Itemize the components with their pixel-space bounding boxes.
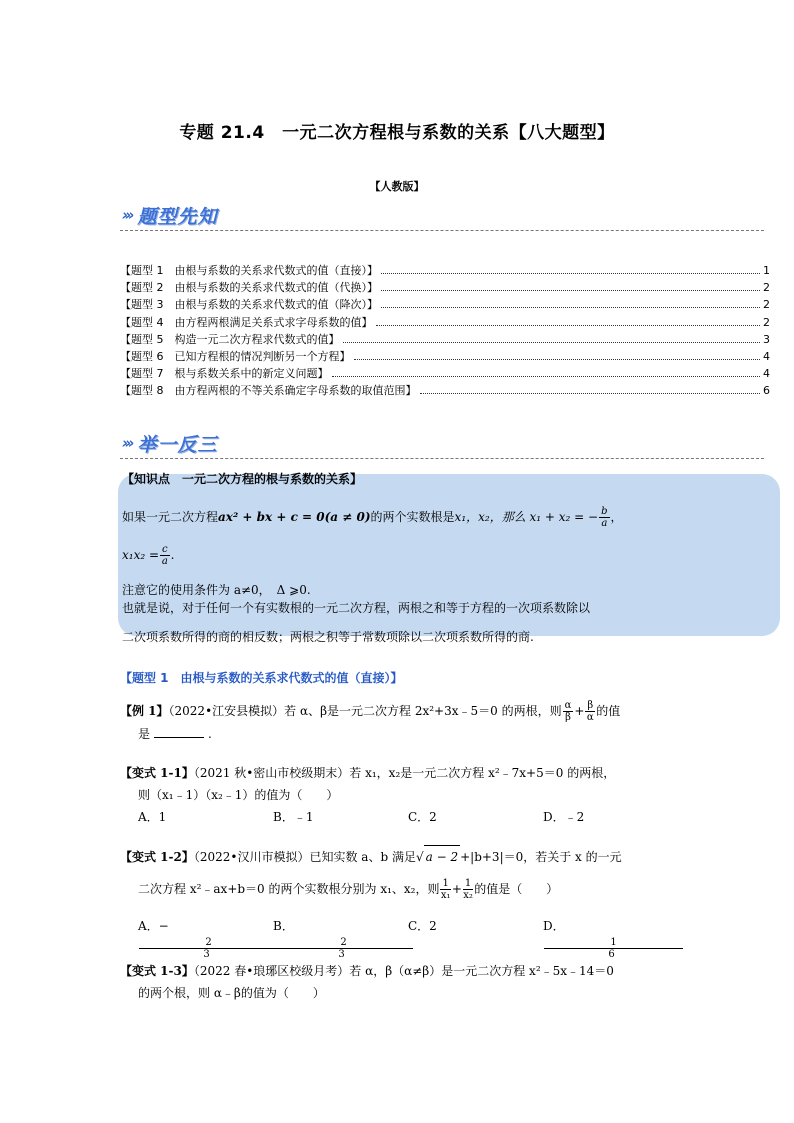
toc-item[interactable]: 【题型 8 由方程两根的不等关系确定字母系数的取值范围】 6 [120, 384, 770, 398]
knowledge-line-2: x₁x₂ = $\frac{c}{a}$ . [122, 544, 175, 567]
toc-item[interactable]: 【题型 5 构造一元二次方程求代数式的值】 3 [120, 332, 770, 346]
option-a[interactable]: A．− $\frac{2}{3}$ [138, 915, 273, 960]
knowledge-line-1: 如果一元二次方程ax² + bx + c = 0(a ≠ 0)的两个实数根是x₁，x₂，那么 x₁ + x₂ = − $\frac{b}{a}$ ， [122, 506, 623, 529]
section-title: 题型先知 [137, 205, 218, 228]
type1-heading: 【题型 1 由根与系数的关系求代数式的值（直接）】 [120, 671, 403, 685]
knowledge-line-5: 二次项系数所得的商的相反数；两根之积等于常数项除以二次项系数所得的商. [122, 630, 534, 644]
section-title: 举一反三 [137, 433, 218, 456]
section-header-practice [122, 430, 218, 456]
table-of-contents [120, 262, 770, 400]
option-d[interactable]: D． $\frac{1}{6}$ [543, 915, 678, 960]
toc-item[interactable]: 【题型 7 根与系数关系中的新定义问题】 4 [120, 367, 770, 381]
answer-blank[interactable] [154, 725, 204, 738]
options [120, 806, 770, 828]
arrows-icon: ››› [122, 206, 132, 224]
option-c[interactable]: C．2 [408, 810, 437, 824]
page-title: 专题 21.4 一元二次方程根与系数的关系【八大题型】 [179, 123, 615, 143]
toc-item[interactable]: 【题型 6 已知方程根的情况判断另一个方程】 4 [120, 350, 770, 364]
option-c[interactable]: C．2 [408, 919, 437, 933]
options [120, 915, 770, 960]
option-b[interactable]: B．﹣1 [273, 810, 314, 824]
knowledge-heading: 【知识点 一元二次方程的根与系数的关系】 [122, 472, 363, 486]
knowledge-line-4: 也就是说，对于任何一个有实数根的一元二次方程，两根之和等于方程的一次项系数除以 [122, 601, 591, 615]
option-b[interactable]: B． $\frac{2}{3}$ [273, 915, 408, 960]
variant-1-2: 【变式 1-2】（2022•汉川市模拟）已知实数 a、b 满足√ a − 2 +|b+3|＝0，若关于 x 的一元 二次方程 x²﹣ax+b＝0 的两个实数根分别为 x₁、x₂，则 $\frac{1}{\text{x₁}}$ + $\frac{1}{\text{x₂}}$ 的值是（ ） A．− $\frac{2}{3}$ B． $\frac{2}{3}$ C．2 D． $\frac{1}{6}$ [120, 845, 770, 960]
edition-label: 【人教版】 [369, 180, 425, 193]
option-d[interactable]: D．﹣2 [543, 810, 585, 824]
option-a[interactable]: A．1 [138, 810, 167, 824]
example-1: 【例 1】（2022•江安县模拟）若 α、β是一元二次方程 2x²+3x﹣5＝0 的两根，则 $\frac{\alpha}{\beta}$ + $\frac{\beta}{\alpha}$ 的值 是 . [120, 700, 621, 741]
knowledge-line-3: 注意它的使用条件为 a≠0， Δ ⩾0. [122, 583, 311, 597]
divider [120, 230, 764, 231]
variant-1-3: 【变式 1-3】（2022 春•琅琊区校级月考）若 α，β（α≠β）是一元二次方程 x²﹣5x﹣14＝0 的两个根，则 α﹣β的值为（ ） [120, 964, 614, 1000]
divider [120, 458, 764, 459]
arrows-icon: ››› [122, 434, 132, 452]
toc-item[interactable]: 【题型 2 由根与系数的关系求代数式的值（代换）】 2 [120, 281, 770, 295]
toc-item[interactable]: 【题型 4 由方程两根满足关系式求字母系数的值】 2 [120, 315, 770, 329]
toc-item[interactable]: 【题型 3 由根与系数的关系求代数式的值（降次）】 2 [120, 298, 770, 312]
variant-1-1: 【变式 1-1】（2021 秋•密山市校级期末）若 x₁，x₂是一元二次方程 x²﹣7x+5＝0 的两根， 则（x₁﹣1）（x₂﹣1）的值为（ ） A．1 B．﹣1 C．2 D．﹣2 [120, 762, 770, 828]
toc-item[interactable]: 【题型 1 由根与系数的关系求代数式的值（直接）】 1 [120, 264, 770, 277]
section-header-preview [122, 202, 218, 228]
